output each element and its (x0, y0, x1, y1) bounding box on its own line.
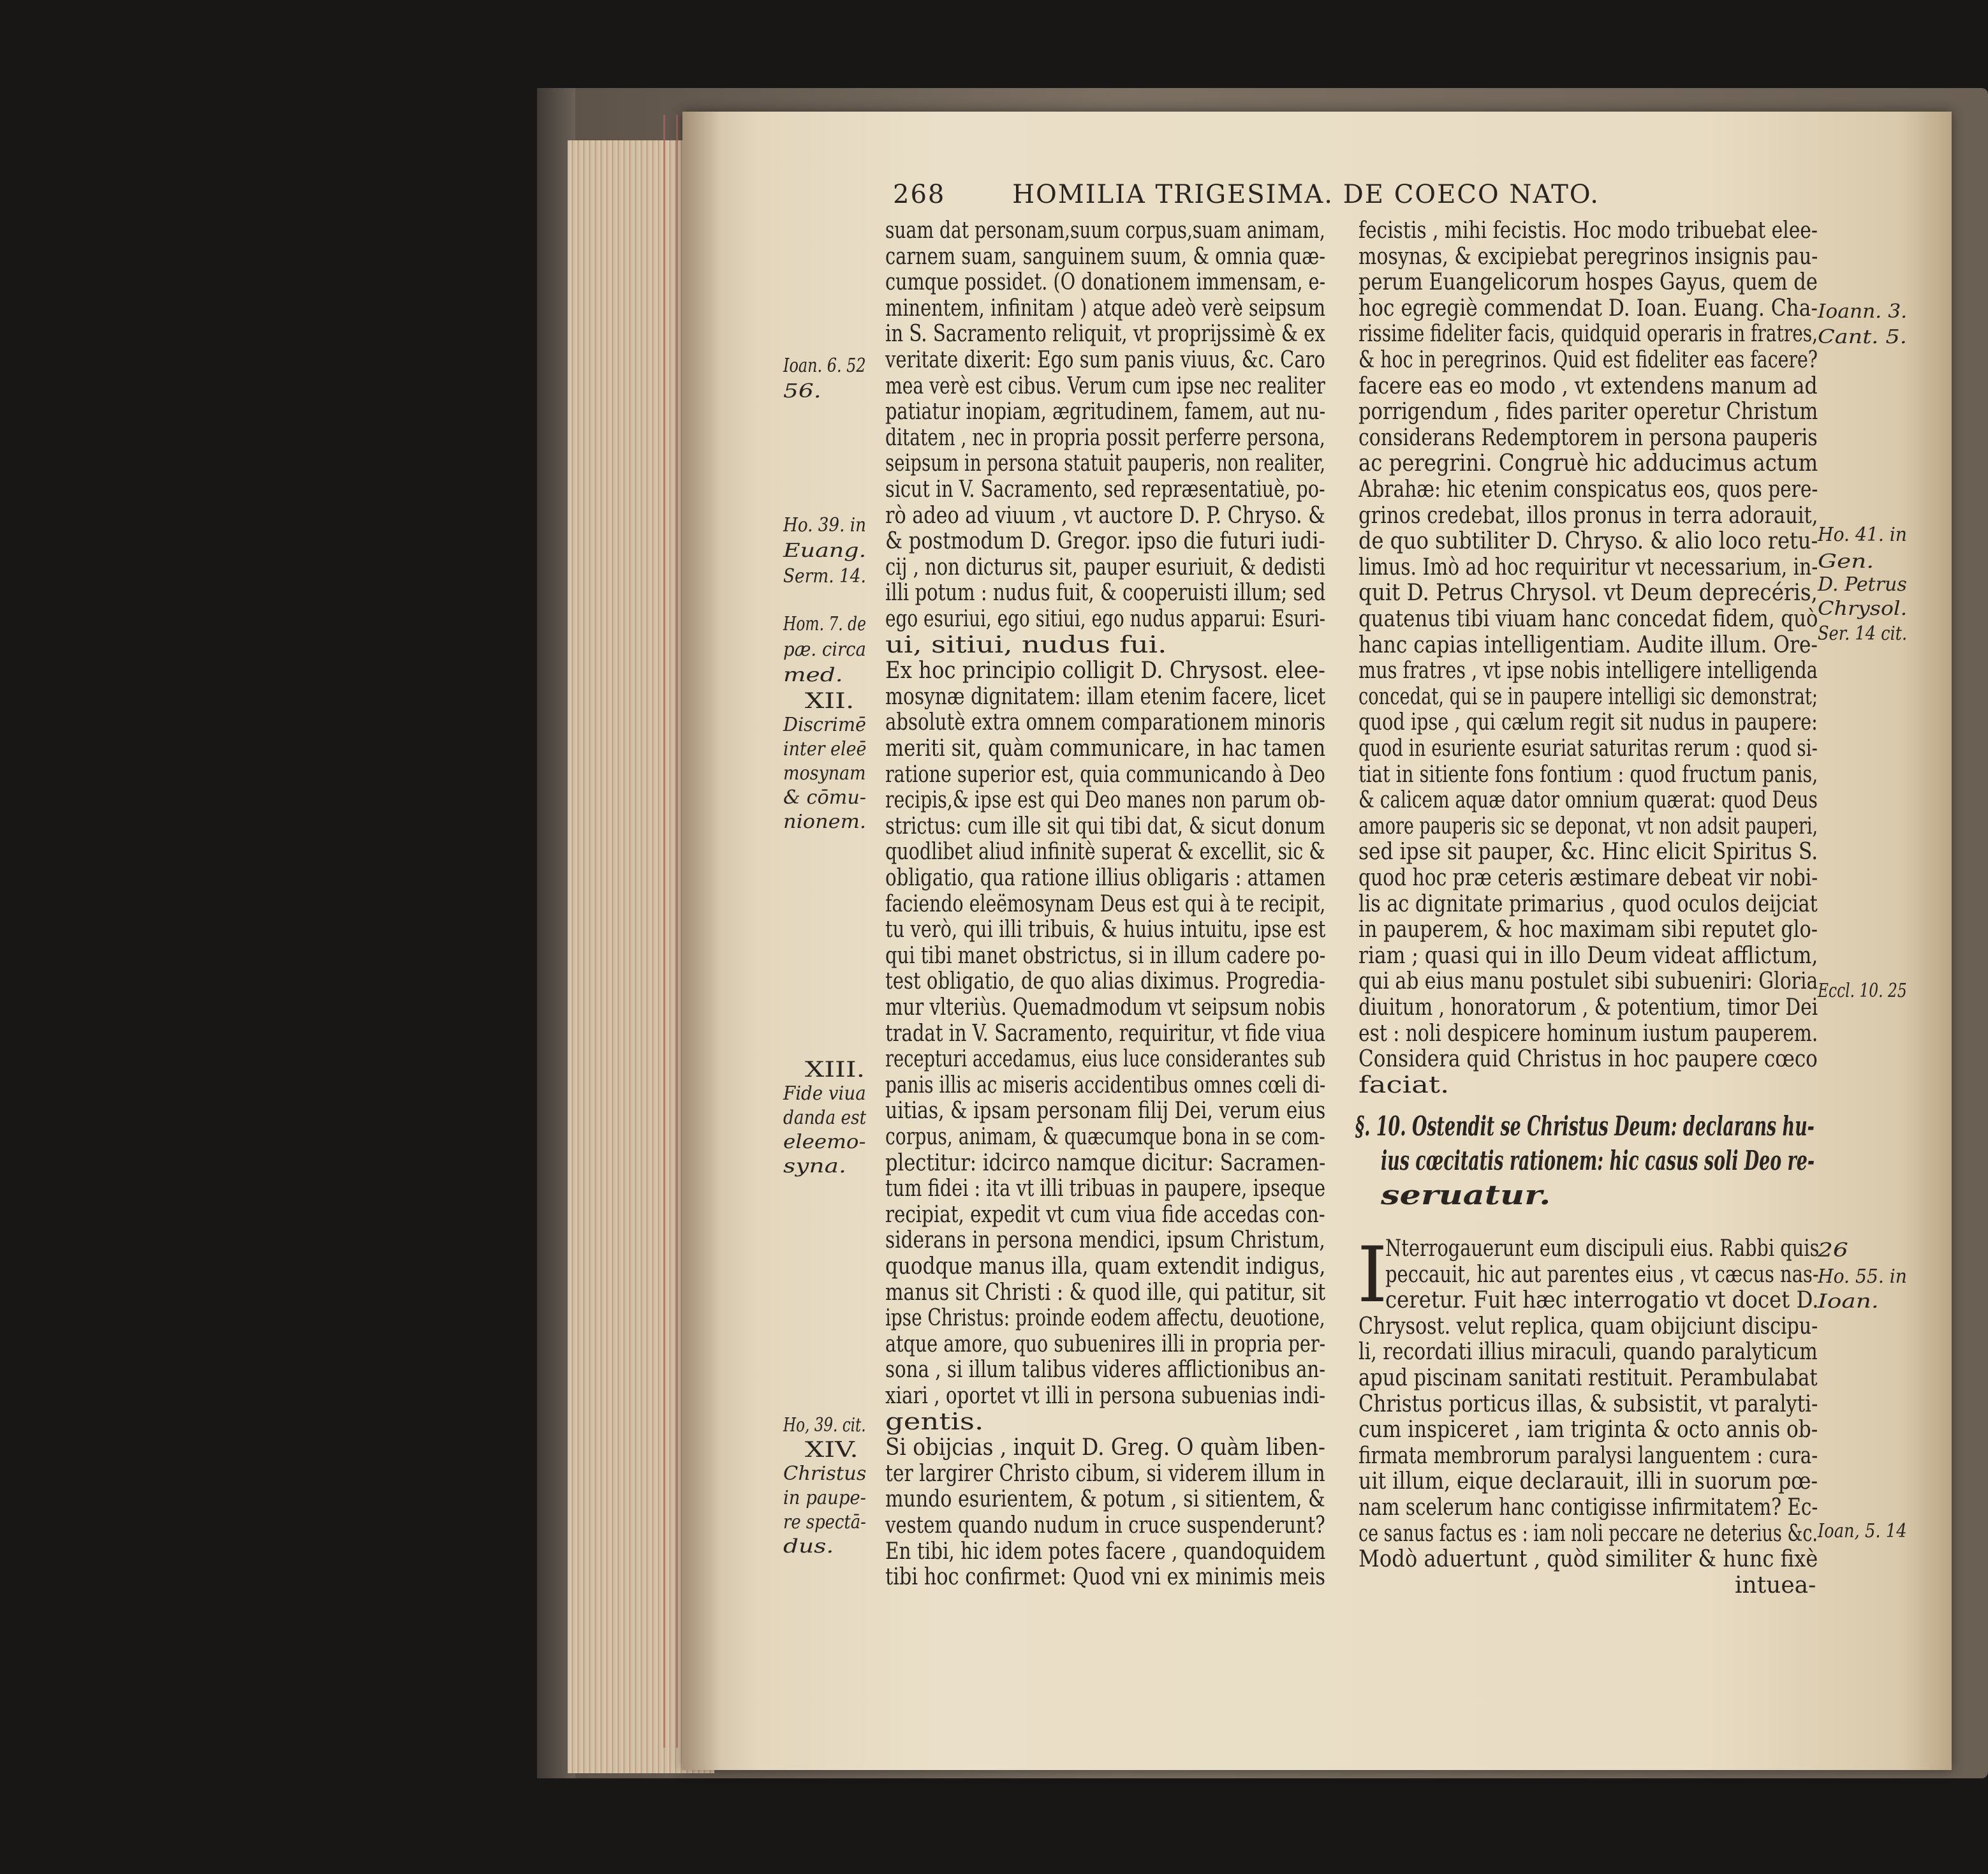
text-line: recepturi accedamus, eius luce considerantes sub (885, 1046, 1326, 1073)
text-line: tu verò, qui illi tribuis, & huius intuitu, ipse est (885, 917, 1326, 943)
text-line: considerans Redemptorem in persona pauperis (1358, 424, 1818, 451)
text-line: obligatio, qua ratione illius obligaris : attamen (885, 865, 1326, 891)
text-line: quod in esuriente esuriat saturitas rerum : quod si- (1358, 735, 1818, 762)
text-line: in S. Sacramento reliquit, vt proprijssimè & ex (885, 321, 1325, 348)
text-line: ceretur. Fuit hæc interrogatio vt docet D. (1385, 1287, 1819, 1314)
margin-note: D. Petrus (1818, 573, 1907, 596)
margin-note: 56. (783, 380, 821, 402)
margin-note: Hom. 7. de (783, 613, 866, 635)
text-line: in pauperem, & hoc maximam sibi reputet glo- (1358, 917, 1818, 943)
margin-note: Gen. (1818, 550, 1874, 573)
text-line: riam ; quasi qui in illo Deum videat afflictum, (1358, 942, 1818, 969)
text-line: firmata membrorum paralysi languentem : cura- (1358, 1442, 1818, 1469)
page-number: 268 (893, 180, 946, 209)
text-line: Christus porticus illas, & subsistit, vt paralyti- (1358, 1391, 1818, 1417)
text-line: test obligatio, de quo alias diximus. Progredia- (885, 968, 1325, 995)
margin-note: Ho. 55. in (1818, 1265, 1907, 1288)
margin-note: Ioan, 5. 14 (1818, 1520, 1907, 1542)
text-line: mur vlteriùs. Quemadmodum vt seipsum nobis (885, 994, 1325, 1021)
text-line: gentis. (885, 1408, 984, 1435)
margin-note: in paupe- (783, 1487, 866, 1509)
margin-note: Euang. (783, 540, 867, 562)
margin-note: Ho. 39. in (783, 514, 866, 536)
text-line: manus sit Christi : & quod ille, qui patitur, sit (885, 1279, 1326, 1306)
margin-note: Fide viua (783, 1082, 866, 1105)
text-line: siderans in persona mendici, ipsum Christum, (885, 1227, 1325, 1254)
text-line: cij , non dicturus sit, pauper esuriuit, & dedisti (885, 554, 1325, 580)
text-line: mosynæ dignitatem: illam etenim facere, licet (885, 683, 1326, 710)
text-line: tradat in V. Sacramento, requiritur, vt fide viua (885, 1020, 1326, 1047)
text-line: cumque possidet. (O donationem immensam, e- (885, 269, 1326, 296)
margin-note: eleemo- (783, 1131, 866, 1153)
text-line: qui ab eius manu postulet sibi subueniri: Gloria (1358, 968, 1818, 995)
text-line: Modò aduertunt , quòd similiter & hunc fixè (1358, 1546, 1818, 1573)
text-line: illi potum : nudus fuit, & cooperuisti illum; sed (885, 580, 1326, 607)
text-line: facere eas eo modo , vt extendens manum ad (1358, 373, 1818, 399)
text-line: hanc capias intelligentiam. Audite illum. Ore- (1358, 631, 1818, 658)
margin-note: Chrysol. (1818, 598, 1908, 620)
text-line: Nterrogauerunt eum discipuli eius. Rabbi quis (1385, 1236, 1820, 1262)
margin-note: Discrimē (783, 714, 866, 736)
text-line: mea verè est cibus. Verum cum ipse nec realiter (885, 373, 1325, 399)
text-line: intuea- (1735, 1572, 1816, 1598)
text-line: tibi hoc confirmet: Quod vni ex minimis meis (885, 1564, 1325, 1591)
text-line: sed ipse sit pauper, &c. Hinc elicit Spiritus S. (1358, 839, 1818, 866)
text-line: tiat in sitiente fons fontium : quod fructum panis, (1358, 761, 1818, 788)
text-line: mosynas, & excipiebat peregrinos insignis pau- (1358, 243, 1818, 270)
text-line: de quo subtiliter D. Chryso. & alio loco retu- (1358, 528, 1818, 555)
margin-note: XIII. (805, 1057, 865, 1082)
text-line: hoc egregiè commendat D. Ioan. Euang. Cha- (1358, 295, 1818, 321)
margin-note: pæ. circa (783, 638, 866, 661)
section-heading: ius cœcitatis rationem: hic casus soli Deo re- (1381, 1145, 1815, 1176)
margin-note: Christus (783, 1463, 867, 1485)
text-line: Ex hoc principio colligit D. Chrysost. elee- (885, 658, 1325, 684)
margin-note: dus. (783, 1535, 834, 1558)
text-line: amore pauperis sic se deponat, vt non adsit pauperi, (1358, 813, 1818, 839)
margin-note: Ser. 14 cit. (1818, 623, 1908, 645)
margin-note: syna. (783, 1155, 846, 1177)
text-line: limus. Imò ad hoc requiritur vt necessarium, in- (1358, 554, 1818, 580)
text-line: recipiat, expedit vt cum viua fide accedas con- (885, 1201, 1325, 1228)
text-line: sicut in V. Sacramento, sed repræsentatiuè, po- (885, 476, 1325, 503)
text-line: vestem quando nudum in cruce suspenderunt? (885, 1512, 1325, 1538)
text-line: nam scelerum hanc contigisse infirmitatem? Ec- (1358, 1494, 1818, 1521)
margin-note: 26 (1818, 1239, 1848, 1262)
running-header (893, 180, 1600, 209)
text-line: recipis,& ipse est qui Deo manes non parum ob- (885, 787, 1325, 814)
text-line: mundo esurientem, & potum , si sitientem, & (885, 1486, 1325, 1513)
margin-note: Ioann. 3. (1818, 300, 1908, 323)
margin-note: nionem. (783, 811, 867, 833)
text-line: veritate dixerit: Ego sum panis viuus, &c. Caro (885, 347, 1325, 373)
text-line: absolutè extra omnem comparationem minoris (885, 709, 1326, 736)
text-line: En tibi, hic idem potes facere , quandoquidem (885, 1538, 1326, 1565)
section-heading: §. 10. Ostendit se Christus Deum: declarans hu- (1355, 1110, 1815, 1142)
red-page-edge (663, 115, 665, 1748)
text-line: quit D. Petrus Chrysol. vt Deum deprecéris, (1358, 580, 1818, 607)
text-line: meriti sit, quàm communicare, in hac tamen (885, 735, 1326, 762)
text-line: atque amore, quo subuenires illi in propria per- (885, 1331, 1326, 1357)
text-line: uit illum, eique declarauit, illi in suorum pœ- (1358, 1468, 1818, 1495)
text-line: ratione superior est, quia communicando à Deo (885, 761, 1325, 788)
text-line: & postmodum D. Gregor. ipso die futuri iudi- (885, 528, 1325, 555)
text-line: corpus, animam, & quæcumque bona in se com- (885, 1124, 1325, 1150)
text-line: ter largirer Christo cibum, si viderem illum in (885, 1460, 1325, 1487)
text-line: apud piscinam sanitati restituit. Perambulabat (1358, 1365, 1818, 1391)
text-line: plectitur: idcirco namque dicitur: Sacramen- (885, 1149, 1326, 1176)
text-line: ipse Christus: proinde eodem affectu, deuotione, (885, 1305, 1325, 1332)
text-line: & hoc in peregrinos. Quid est fideliter eas facere? (1358, 347, 1818, 373)
margin-note: re spectā- (783, 1511, 866, 1533)
margin-note: Ho. 41. in (1818, 524, 1907, 546)
text-line: diuitum , honoratorum , & potentium, timor Dei (1358, 994, 1818, 1021)
margin-note: med. (783, 664, 843, 686)
text-line: panis illis ac miseris accidentibus omnes cœli di- (885, 1072, 1326, 1098)
text-line: quodque manus illa, quam extendit indigus, (885, 1253, 1326, 1280)
text-line: seipsum in persona statuit pauperis, non realiter, (885, 450, 1326, 477)
text-line: Chrysost. velut replica, quam obijciunt discipu- (1358, 1313, 1818, 1339)
text-line: fecistis , mihi fecistis. Hoc modo tribuebat elee- (1358, 218, 1818, 244)
text-line: li, recordati illius miraculi, quando paralyticum (1358, 1339, 1818, 1366)
text-line: quatenus tibi viuam hanc concedat fidem, quò (1358, 606, 1818, 632)
text-line: cum inspiceret , iam triginta & octo annis ob- (1358, 1417, 1818, 1443)
text-line: Si obijcias , inquit D. Greg. O quàm liben- (885, 1435, 1325, 1461)
text-line: xiari , oportet vt illi in persona subuenias indi- (885, 1383, 1325, 1409)
text-line: carnem suam, sanguinem suum, & omnia quæ- (885, 243, 1325, 270)
text-line: suam dat personam,suum corpus,suam animam, (885, 218, 1325, 244)
section-heading: seruatur. (1381, 1179, 1551, 1211)
text-line: rissime fideliter facis, quidquid operaris in fratres, (1358, 321, 1818, 348)
text-line: qui tibi manet obstrictus, si in illum cadere po- (885, 942, 1326, 969)
gutter-shadow (682, 112, 721, 1770)
running-title: HOMILIA TRIGESIMA. DE COECO NATO. (1012, 180, 1600, 209)
text-line: strictus: cum ille sit qui tibi dat, & sicut donum (885, 813, 1325, 839)
margin-note: danda est (783, 1107, 867, 1129)
text-line: Considera quid Christus in hoc paupere cœco (1358, 1046, 1818, 1073)
text-line: est : noli despicere hominum iustum pauperem. (1358, 1020, 1818, 1047)
text-line: concedat, qui se in paupere intelligi sic demonstrat; (1358, 683, 1818, 710)
margin-note: Serm. 14. (783, 565, 866, 587)
margin-note: Ioan. (1818, 1290, 1879, 1313)
text-line: uitias, & ipsam personam filij Dei, verum eius (885, 1098, 1326, 1125)
text-line: & calicem aquæ dator omnium quærat: quod Deus (1358, 787, 1818, 814)
margin-note: Eccl. 10. 25 (1818, 980, 1907, 1002)
text-line: mus fratres , vt ipse nobis intelligere intelligenda (1358, 658, 1818, 684)
text-line: sona , si illum talibus videres afflictionibus an- (885, 1357, 1326, 1383)
text-line: ego esuriui, ego sitiui, ego nudus apparui: Esuri- (885, 606, 1326, 632)
margin-note: XII. (805, 688, 855, 714)
text-line: peccauit, hic aut parentes eius , vt cæcus nas- (1385, 1261, 1819, 1288)
text-line: quod hoc præ ceteris æstimare debeat vir nobi- (1358, 865, 1818, 891)
text-line: ditatem , nec in propria possit perferre persona, (885, 424, 1325, 451)
text-line: quodlibet aliud infinitè superat & excellit, sic & (885, 839, 1325, 866)
text-line: Abrahæ: hic etenim conspicatus eos, quos pere- (1358, 476, 1818, 503)
text-line: grinos credebat, illos pronus in terra adorauit, (1358, 502, 1818, 529)
text-line: lis ac dignitate primarius , quod oculos deijciat (1358, 890, 1818, 917)
text-line: ac peregrini. Congruè hic adducimus actum (1358, 450, 1818, 477)
text-line: patiatur inopiam, ægritudinem, famem, aut nu- (885, 399, 1326, 425)
text-line: perum Euangelicorum hospes Gayus, quem de (1358, 269, 1818, 296)
text-line: porrigendum , fides pariter operetur Christum (1358, 399, 1818, 425)
text-line: tum fidei : ita vt illi tribuas in paupere, ipseque (885, 1176, 1326, 1202)
margin-note: inter eleē (783, 738, 867, 760)
drop-cap: I (1357, 1231, 1388, 1320)
red-page-edge (676, 115, 678, 1748)
text-line: faciendo eleëmosynam Deus est qui à te recipit, (885, 890, 1326, 917)
text-line: quod ipse , qui cælum regit sit nudus in paupere: (1358, 709, 1818, 736)
margin-note: XIV. (805, 1437, 858, 1463)
text-line: rò adeo ad viuum , vt auctore D. P. Chryso. & (885, 502, 1326, 529)
text-line: faciat. (1358, 1072, 1450, 1098)
margin-note: Cant. 5. (1818, 326, 1907, 348)
margin-note: Ioan. 6. 52 (783, 355, 866, 377)
text-line: minentem, infinitam ) atque adeò verè seipsum (885, 295, 1326, 321)
margin-note: & cōmu- (783, 786, 867, 809)
margin-note: Ho, 39. cit. (783, 1414, 866, 1436)
margin-note: mosynam (783, 762, 866, 785)
text-line: ce sanus factus es : iam noli peccare ne deterius &c. (1358, 1520, 1818, 1547)
text-line: ui, sitiui, nudus fui. (885, 631, 1167, 658)
